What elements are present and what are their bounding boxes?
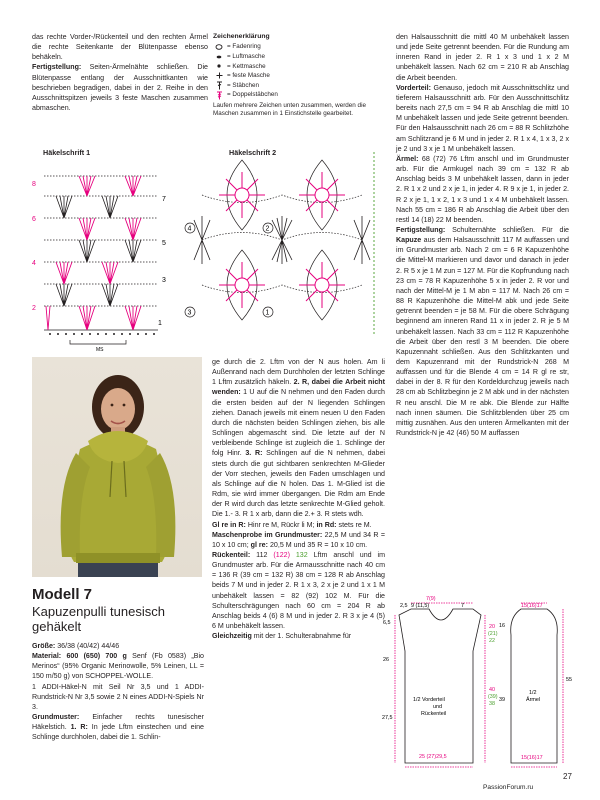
site-watermark: PassionForum.ru (483, 784, 534, 791)
garment-schematic (381, 591, 576, 771)
symbol-legend (213, 32, 383, 118)
sleeve-cap: 16 (499, 623, 505, 629)
legend-row (213, 71, 383, 81)
right-paragraph: Ärmel: 68 (72) 76 Lftm anschl und im Grundmuster arb. Für die Armkugel nach 39 cm = 132 R ab Anschlag beids 3 M unbehäkelt lassen, dann in jeder 2. R 1 x 2 und 2 x je 1, in jeder 4. R 9 x je 1, in jeder 2. R 2 x je 1, 1 x 2, 1 x 3 und 1 x 4 M unbehäkelt lassen. Nach 55 cm = 186 R ab Anschlag die Arbeit über den restl 14 (18) 22 M beenden. (396, 154, 569, 224)
chart1-row-6: 6 (32, 216, 36, 223)
feste-masche-icon (213, 72, 225, 79)
front-side-low-2: (39) (488, 694, 498, 700)
sleeve-label-2: Ärmel (526, 697, 541, 703)
front-side-top: 20 (489, 624, 495, 630)
front-side-mid: (21) (488, 631, 498, 637)
front-bottom: 27,5 (382, 715, 393, 721)
legend-label: = Doppelstäbchen (227, 91, 278, 99)
chart1-row-4: 4 (32, 260, 36, 267)
front-label-1: 1/2 Vorderteil (413, 697, 445, 703)
sleeve-label-1: 1/2 (529, 690, 537, 696)
intro-paragraph-2: Fertigstellung: Seiten-Ärmelnähte schließen. Die Blütenpasse entlang der Ausschnittkanten wie beschrieben begradigen, dabei in der 2. Reihe in den Ausschnittspitzen jeweils 3 feste Maschen zusammen abmaschen. (32, 63, 208, 113)
chart1-row-1: 1 (158, 320, 162, 327)
front-neck: 6,5 (383, 620, 391, 626)
chart2-title: Häkelschrift 2 (229, 148, 277, 157)
right-column-text (396, 32, 569, 438)
crochet-chart-1 (30, 158, 180, 353)
middle-paragraph: Gl re in R: Hinr re M, Rückr li M; in Rd: stets re M. (212, 520, 372, 529)
middle-column-text (212, 357, 385, 641)
kettmasche-icon (213, 63, 225, 69)
chart2-round-4: 4 (187, 225, 192, 233)
legend-row (213, 42, 383, 52)
staebchen-icon (213, 81, 225, 90)
front-side-bot: 22 (489, 638, 495, 644)
fadenring-icon (213, 44, 225, 50)
chart2-round-1: 1 (265, 309, 270, 317)
chart1-ms-label: MS (96, 347, 104, 353)
front-width: 25 (27)29,5 (419, 754, 447, 760)
model-heading (32, 586, 204, 634)
doppelstaebchen-icon (213, 91, 225, 100)
front-armhole: 26 (383, 657, 389, 663)
sleeve-height: 39 (499, 697, 505, 703)
luftmasche-icon (213, 55, 225, 59)
legend-label: = Kettmasche (227, 62, 266, 70)
chart1-row-3: 3 (162, 277, 166, 284)
model-name: Kapuzenpulli tunesisch gehäkelt (32, 604, 165, 634)
legend-label: = Stäbchen (227, 81, 260, 89)
sleeve-bottom: 15(16)17 (521, 755, 543, 761)
front-top-width-3: 7 (461, 603, 464, 609)
front-side-low-1: 40 (489, 687, 495, 693)
chart1-title: Häkelschrift 1 (43, 148, 91, 157)
right-paragraph: Vorderteil: Genauso, jedoch mit Ausschnittschlitz und tieferem Halsausschnitt arb. Für den Ausschnittschlitz bereits nach 27,5 cm = 94 R ab Anschlag die mittl 10 M unbehäkelt lassen und jede Seite getrennt beenden. Für den Halsausschnitt nach 26 cm = 88 R Schlitzhöhe am Schlitzrand je 6 M und in jeder 2. R 1 x 4, 1 x 3, 2 x je 2 und 3 x je 1 M unbehäkelt lassen. (396, 83, 569, 153)
legend-row (213, 90, 383, 100)
crochet-chart-2 (182, 150, 382, 340)
front-label-3: Rückenteil (421, 711, 447, 717)
front-top-width-1: 7(9) (426, 596, 436, 602)
legend-title: Zeichenerklärung (213, 33, 270, 40)
chart1-row-5: 5 (162, 240, 166, 247)
legend-note: Laufen mehrere Zeichen unten zusammen, werden die Maschen zusammen in 1 Einstichstelle gearbeitet. (213, 101, 366, 118)
chart1-row-2: 2 (32, 305, 36, 312)
middle-paragraph: ge durch die 2. Lftm von der N aus holen. Am li Außenrand nach dem Durchholen der letzten Schlinge 1 Lftm zusätzlich häkeln. 2. R, dabei die Arbeit nicht wenden: 1 U auf die N nehmen und den Faden durch die ersten beiden auf der N liegenden Schlingen ziehen. Danach jeweils mit einem neuen U den Faden durch die nächsten beiden Schlingen ziehen, bis alle Schlingen abgemascht sind. Die letzte auf der N verbleibende Schlinge ist zugleich die 1. Schlinge der folg Hinr. 3. R: Schlingen auf die N nehmen, dabei stets durch die gut sichtbaren senkrechten M-Glieder der Vorr stechen, jeweils den Faden umschlagen und als Schlinge auf die N holen. Das 1. M-Glied ist die Rdm, sie wird immer übergangen. Die Rdm am Ende der R wird durch das letzte senkrechte M-Glied geholt. Die 1.- 3. R 1 x arb, dann die 2.+ 3. R stets wdh. (212, 358, 385, 519)
chart2-round-2: 2 (265, 225, 270, 233)
page-number: 27 (563, 772, 572, 781)
intro-paragraph-1: das rechte Vorder-/Rückenteil und den rechten Ärmel die rechte Seitenkante der Blütenpasse ebenso behäkeln. (32, 33, 208, 62)
front-label-2: und (433, 704, 442, 710)
middle-paragraph: Gleichzeitig mit der 1. Schulterabnahme für (212, 632, 352, 641)
left-intro-text (32, 32, 208, 113)
front-side-low-3: 38 (489, 701, 495, 707)
legend-label: = Fadenring (227, 43, 261, 51)
sleeve-total: 55 (566, 677, 572, 683)
middle-paragraph: Maschenprobe im Grundmuster: 22,5 M und 34 R = 10 x 10 cm; gl re: 20,5 M und 35 R = 10 x 10 cm. (212, 530, 385, 549)
legend-label: = Luftmasche (227, 53, 265, 61)
chart1-row-8: 8 (32, 181, 36, 188)
material-line: Material: 600 (650) 700 g Senf (Fb 0583) „Bio Merinos“ (95% Organic Merinowolle, 5% Leinen, LL = 150 m/50 g) von SCHOPPEL-WOLLE. (32, 652, 204, 681)
legend-row (213, 81, 383, 91)
right-paragraph: den Halsausschnitt die mittl 40 M unbehäkelt lassen und jede Seite getrennt beenden. Für die Rundung am inneren Rand in jeder 2. R 1 x 3 und 1 x 2 M unbehäkelt lassen. Nach 62 cm = 210 R ab Anschlag die Arbeit beenden. (396, 33, 569, 82)
chart2-round-3: 3 (187, 309, 192, 317)
model-photo (32, 357, 202, 577)
size-line: Größe: 36/38 (40/42) 44/46 (32, 642, 120, 650)
bottom-left-text (32, 641, 204, 743)
model-number: Modell 7 (32, 586, 93, 603)
needles-line: 1 ADDI-Häkel-N mit Seil Nr 3,5 und 1 ADDI-Rundstrick-N Nr 3,5 sowie 2 N eines ADDI-N-Spiels Nr 3. (32, 682, 204, 711)
sleeve-top: 15(16)17 (521, 603, 543, 609)
middle-paragraph: Rückenteil: 112 (122) 132 Lftm anschl und im Grundmuster arb. Für die Armausschnitte nach 40 cm = 136 R (39 cm = 132 R) 38 cm = 128 R ab Anschlag beids 7 M und in jeder 2. R 1 x 3, 2 x je 2 und 1 x 1 M unbehäkelt lassen = 82 (92) 102 M. Für die Schulterschrägungen nach 60 cm = 204 R ab Anschlag beids 4 (6) 8 M und in jeder 2. R 3 x je 4 (5) 6 M unbehäkelt lassen. (212, 550, 385, 631)
chart1-row-7: 7 (162, 196, 166, 203)
woman-in-hoodie-illustration (32, 357, 202, 577)
pattern-line: Grundmuster: Einfacher rechts tunesischer Häkelstich. 1. R: In jede Lftm einstechen und eine Schlinge durchholen, dabei die 1. Schlin- (32, 713, 204, 742)
front-top-width-2: 9 (11,5) (411, 603, 430, 609)
legend-label: = feste Masche (227, 72, 270, 80)
front-top-left: 2,5 (400, 603, 408, 609)
legend-row (213, 61, 383, 71)
legend-row (213, 52, 383, 62)
right-paragraph: Fertigstellung: Schulternähte schließen. Für die Kapuze aus dem Halsausschnitt 117 M auffassen und im Grundmuster arb. Nach 2 cm = 6 R Kapuzenhöhe die Mittel-M markieren und davor und danach in jeder 2. R 5 x je 1 M zun = 127 M. Für die Kopfrundung nach 23 cm = 78 R Kapuzenhöhe 5 x in jeder 2. R vor und nach der Mittel-M je 1 M abn = 117 M. Nach 26 cm = 88 R Kapuzenhöhe die Mittel-M abk und jede Seite getrennt beenden = je 58 M. Für die obere Schrägung beginnend am inneren Rand 11 x in jeder 2. R je 5 M unbehäkelt lassen. Nach 33 cm = 112 R Kapuzenhöhe die Arbeit über den restl 3 M beenden. Die obere Kapuzennaht schließen. Aus den Schlitzkanten und dem Kapuzenrand mit der Rundstrick-N 268 M auffassen und für die Blende 4 cm = 14 R gl re str, dabei in der 8. R für den Kordeldurchzug jeweils nach 28 cm ab Schlitzbeginn je 2 M abk und in der nächsten R neu anschl. Die M re abk. Die Blende zur Hälfte nach innen säumen. Die Schlitzblenden über 25 cm mittig zusnähen. Aus den unteren Ärmelkanten mit der Rundstrick-N je 42 (46) 50 M auffassen (396, 225, 569, 438)
